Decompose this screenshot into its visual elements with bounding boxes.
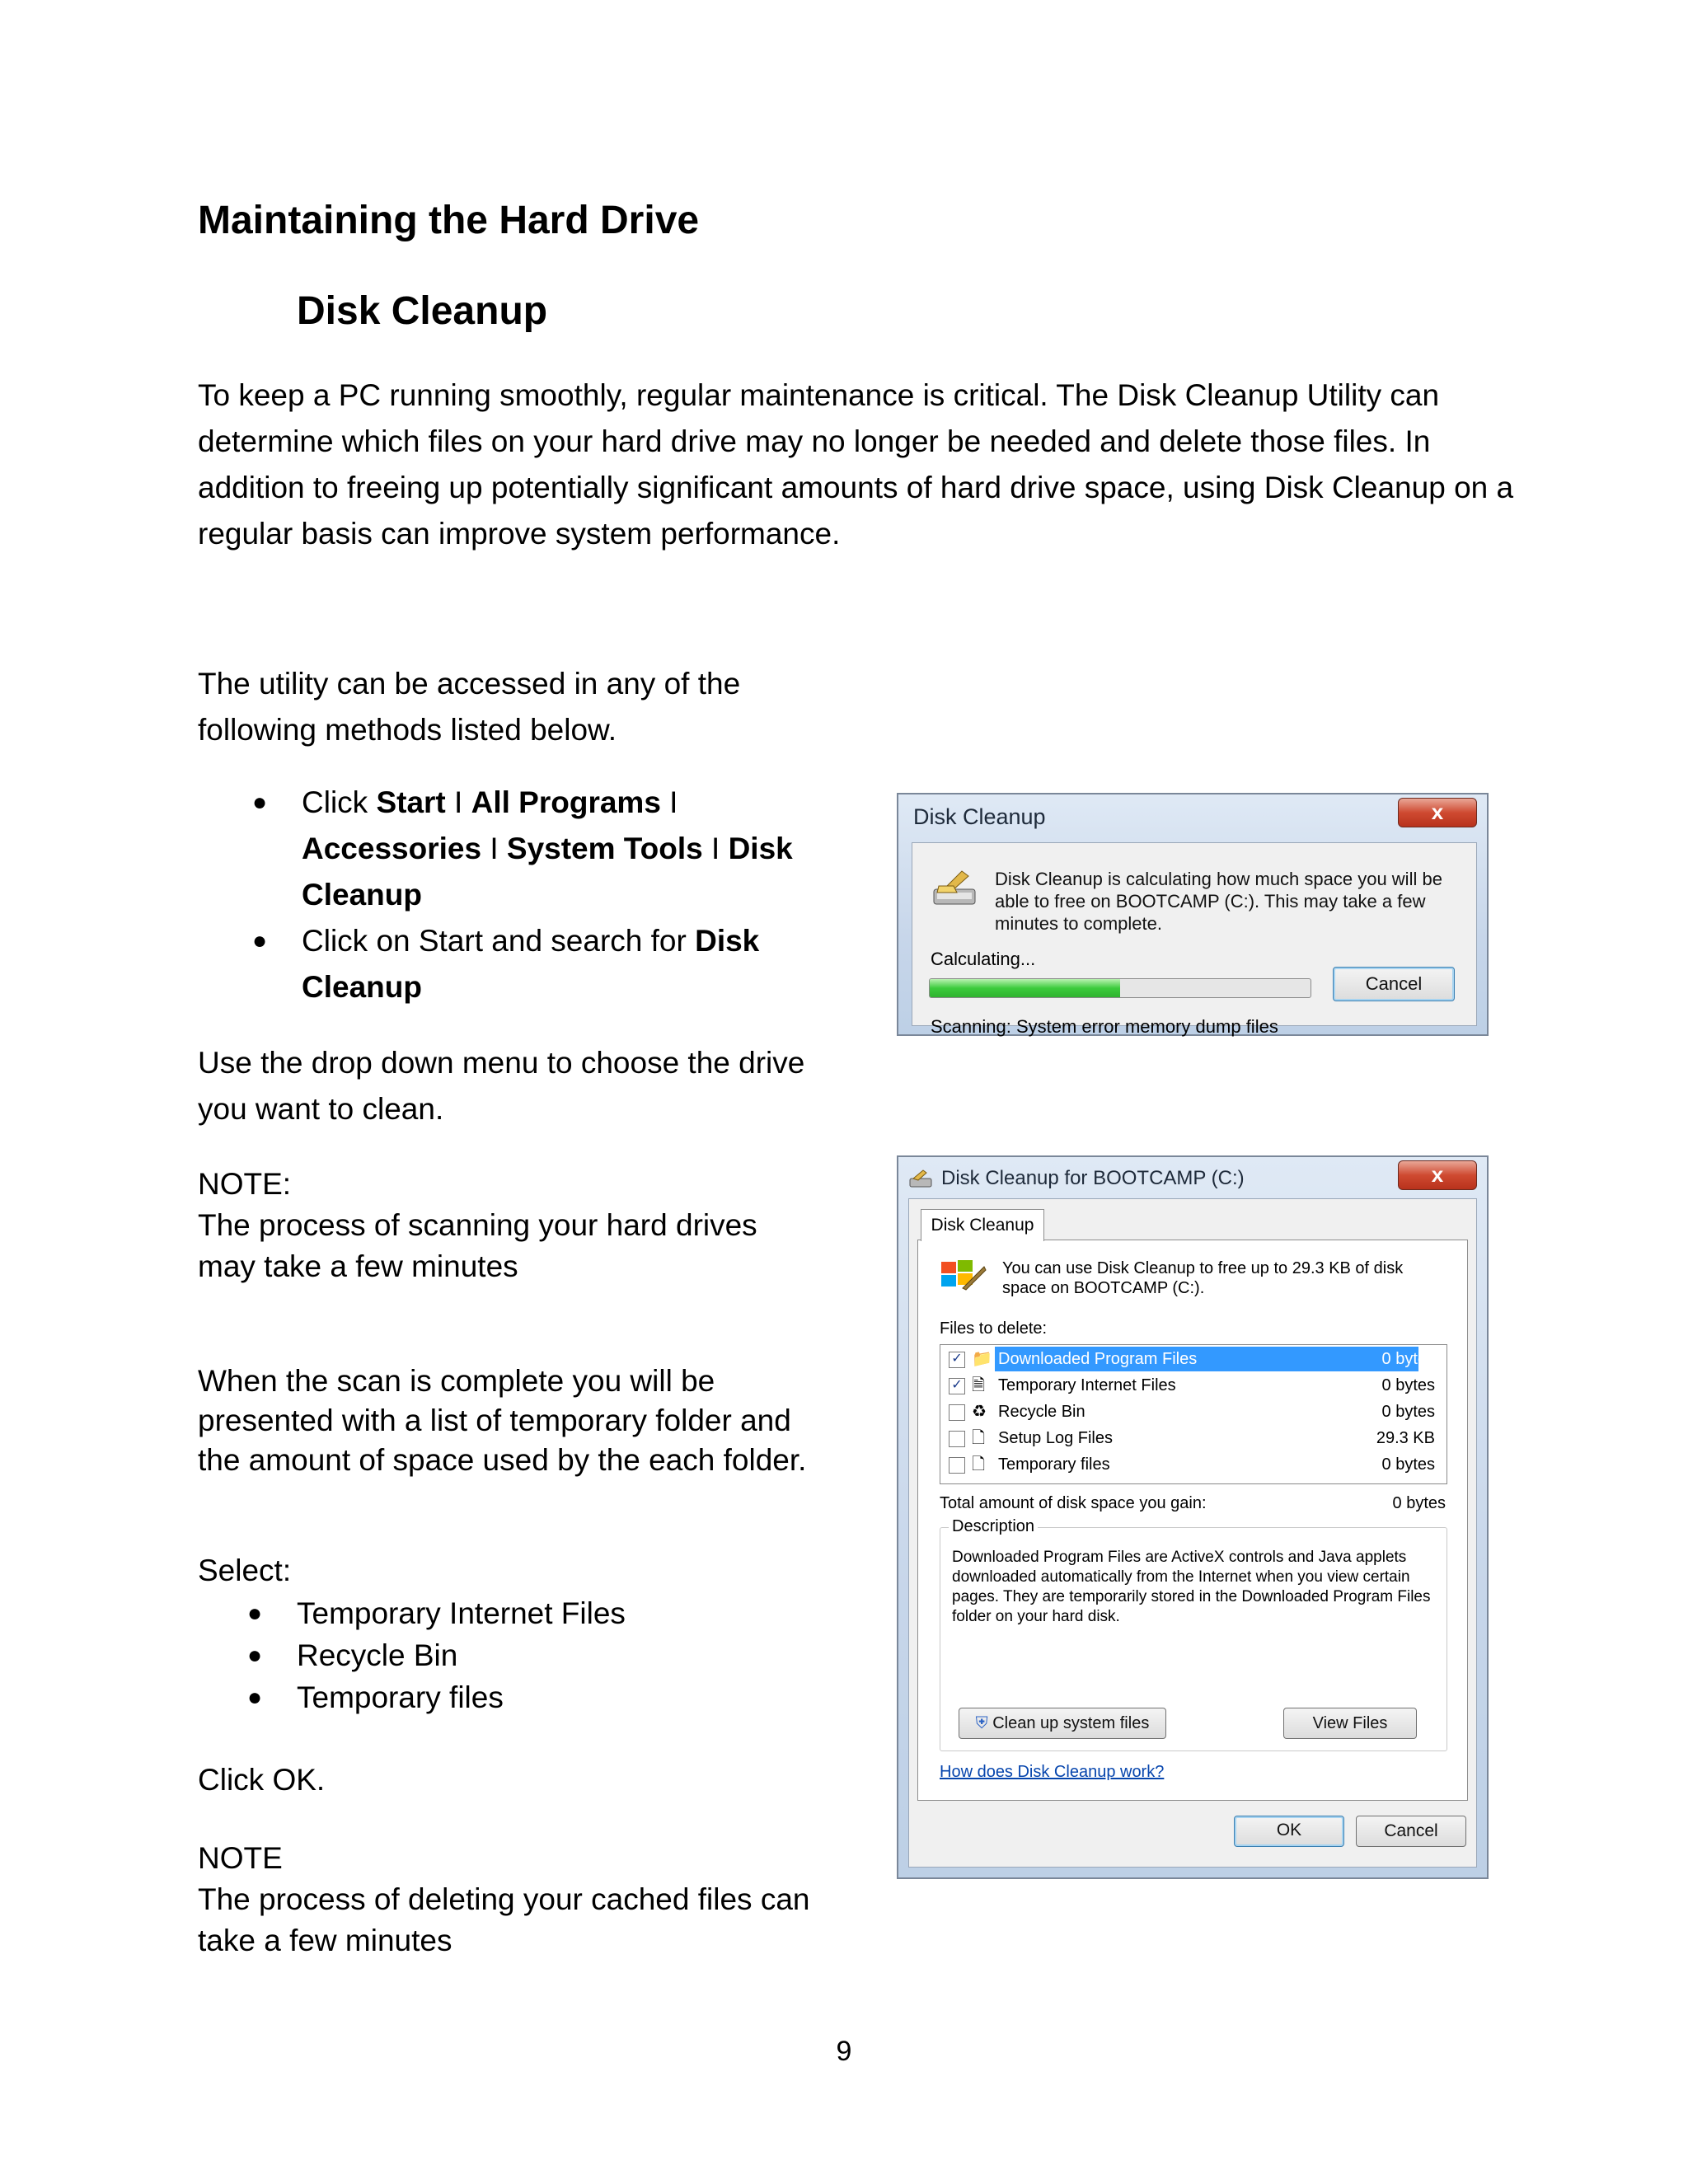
file-size: 0 bytes: [1381, 1350, 1435, 1368]
checkbox-unchecked[interactable]: [949, 1404, 965, 1421]
file-row-temporary-files[interactable]: [942, 1452, 1443, 1477]
note-deleting: [198, 1838, 857, 1961]
note-text: The process of scanning your hard drives may take a few minutes: [198, 1208, 757, 1283]
file-name: Setup Log Files: [998, 1429, 1113, 1447]
bullet-icon: ●: [247, 1642, 263, 1669]
description-label: Description: [949, 1517, 1038, 1536]
select-item: ● Temporary files: [297, 1676, 626, 1718]
bullet-icon: ●: [252, 927, 268, 954]
dialog-body: [908, 1198, 1477, 1868]
files-list: [940, 1344, 1447, 1484]
note-scanning: [198, 1164, 808, 1287]
section-heading: Disk Cleanup: [297, 289, 548, 333]
ok-button[interactable]: OK: [1234, 1816, 1344, 1847]
file-size: 0 bytes: [1381, 1403, 1435, 1421]
methods-list: [252, 780, 813, 1010]
select-item: ● Recycle Bin: [297, 1634, 626, 1676]
total-label: Total amount of disk space you gain:: [940, 1494, 1207, 1512]
file-size: 29.3 KB: [1376, 1429, 1435, 1447]
recycle-bin-icon: ♻: [972, 1403, 987, 1421]
description-group: [940, 1517, 1447, 1751]
select-item: ● Temporary Internet Files: [297, 1592, 626, 1634]
dialog-content: [912, 842, 1477, 1037]
shield-icon: ⛨: [975, 1714, 988, 1732]
bullet-icon: ●: [252, 789, 268, 816]
click-ok-text: Click OK.: [198, 1763, 326, 1797]
progress-message: Disk Cleanup is calculating how much space you will be able to free on BOOTCAMP (C:). This may take a few minutes to complete.: [995, 869, 1442, 934]
method-item-start-menu: ● Click Start I All Programs I Accessories I System Tools I Disk Cleanup: [302, 780, 813, 918]
file-row-setup-log-files[interactable]: [942, 1426, 1443, 1451]
view-files-button[interactable]: View Files: [1283, 1708, 1417, 1739]
blank-file-icon: 🗋: [972, 1429, 986, 1447]
close-icon[interactable]: x: [1398, 798, 1477, 827]
help-link[interactable]: How does Disk Cleanup work?: [940, 1763, 1165, 1781]
blank-file-icon: 🗋: [972, 1455, 986, 1474]
checkbox-unchecked[interactable]: [949, 1431, 965, 1447]
file-size: 0 bytes: [1381, 1376, 1435, 1394]
dropdown-instruction: Use the drop down menu to choose the drive you want to clean.: [198, 1046, 805, 1126]
close-icon[interactable]: x: [1398, 1160, 1477, 1190]
cancel-button[interactable]: Cancel: [1356, 1816, 1466, 1847]
progress-bar: [929, 978, 1311, 998]
select-label: Select:: [198, 1554, 292, 1587]
folder-icon: 📁: [972, 1350, 992, 1368]
note-label: NOTE:: [198, 1167, 292, 1201]
cleanup-broom-icon: [938, 1255, 987, 1295]
document-icon: 🗎: [972, 1376, 986, 1394]
scanning-status: Scanning: System error memory dump files: [931, 1016, 1278, 1037]
checkbox-checked[interactable]: ✓: [949, 1378, 965, 1394]
scan-complete-text: When the scan is complete you will be presented with a list of temporary folder and the amount of space used by the each folder.: [198, 1364, 807, 1477]
disk-cleanup-icon: [929, 868, 982, 912]
method-item-search: ● Click on Start and search for Disk Cleanup: [302, 918, 813, 1010]
checkbox-checked[interactable]: ✓: [949, 1352, 965, 1368]
file-row-recycle-bin[interactable]: [942, 1399, 1443, 1424]
select-list: [247, 1592, 626, 1718]
note-label: NOTE: [198, 1841, 283, 1875]
total-space-row: [940, 1494, 1446, 1513]
tab-panel: [917, 1240, 1468, 1801]
dialog-title: Disk Cleanup: [913, 804, 1046, 829]
tab-disk-cleanup[interactable]: Disk Cleanup: [921, 1209, 1044, 1241]
page-heading: Maintaining the Hard Drive: [198, 199, 700, 242]
cancel-button[interactable]: Cancel: [1333, 967, 1455, 1001]
file-row-downloaded-program-files[interactable]: [942, 1347, 1443, 1371]
intro-paragraph: To keep a PC running smoothly, regular maintenance is critical. The Disk Cleanup Utility can determine which files on your hard drive may no longer be needed and delete those files. In addition to freeing up potentially significant amounts of hard drive space, using Disk Cleanup on a regular basis can improve system performance.: [198, 378, 1514, 551]
page-number: 9: [836, 2036, 852, 2067]
progress-bar-fill: [930, 979, 1120, 997]
calculating-label: Calculating...: [931, 949, 1036, 969]
file-name: Temporary files: [998, 1455, 1110, 1474]
file-name: Downloaded Program Files: [998, 1350, 1198, 1368]
file-name: Recycle Bin: [998, 1403, 1085, 1421]
clean-up-system-files-button[interactable]: ⛨ Clean up system files: [959, 1708, 1166, 1739]
methods-intro: The utility can be accessed in any of the following methods listed below.: [198, 667, 741, 747]
note-text: The process of deleting your cached files can take a few minutes: [198, 1882, 810, 1957]
disk-cleanup-results-dialog: [897, 1155, 1489, 1879]
file-size: 0 bytes: [1381, 1455, 1435, 1474]
dialog-title: Disk Cleanup for BOOTCAMP (C:): [941, 1167, 1245, 1189]
bullet-icon: ●: [247, 1684, 263, 1711]
files-to-delete-label: Files to delete:: [940, 1319, 1048, 1338]
checkbox-unchecked[interactable]: [949, 1457, 965, 1474]
free-space-message: You can use Disk Cleanup to free up to 29.3 KB of disk space on BOOTCAMP (C:).: [1002, 1259, 1404, 1297]
file-name: Temporary Internet Files: [998, 1376, 1176, 1394]
total-value: 0 bytes: [1392, 1494, 1446, 1512]
disk-cleanup-progress-dialog: [897, 793, 1489, 1036]
description-text: Downloaded Program Files are ActiveX controls and Java applets downloaded automatically from the Internet when you view certain pages. They are temporarily stored in the Downloaded Program Files folder on your hard disk.: [952, 1549, 1431, 1625]
bullet-icon: ●: [247, 1600, 263, 1627]
disk-cleanup-icon: [908, 1169, 935, 1190]
file-row-temporary-internet-files[interactable]: [942, 1373, 1443, 1398]
